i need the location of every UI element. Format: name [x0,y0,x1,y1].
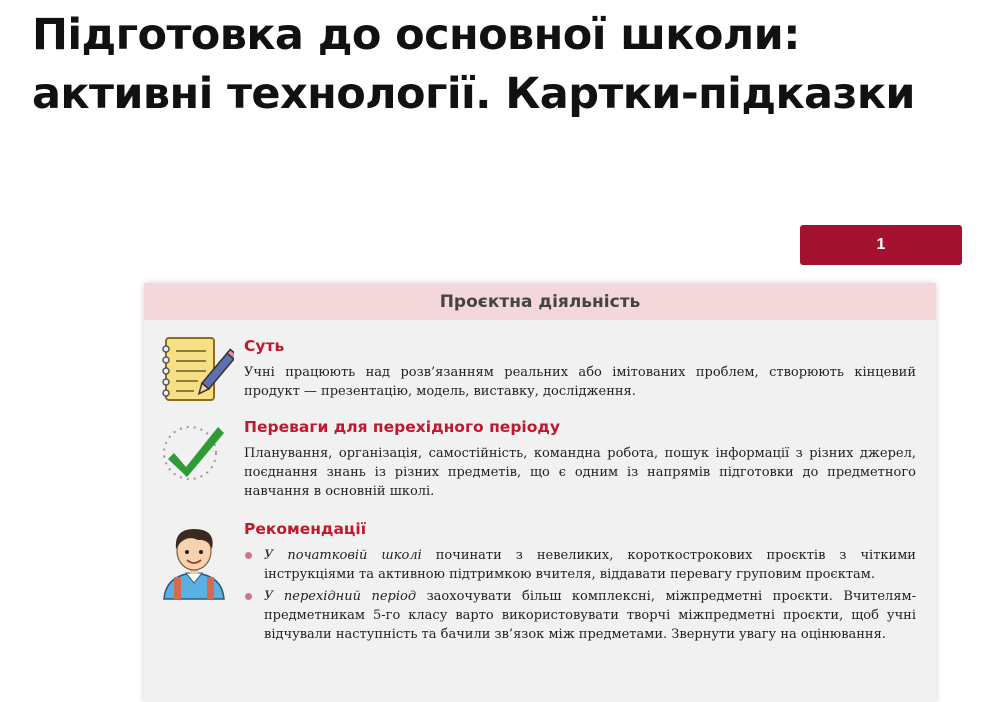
list-item-text: починати з невеликих, короткострокових проєктів з чіткими інструкціями та активною підтримкою вчителя, віддавати перевагу груповим проєктам. [264,548,916,582]
list-item-emphasis: У початковій школі [264,548,422,563]
section-heading: Суть [244,337,285,355]
section-recommendations [144,519,936,699]
student-avatar-icon [158,521,234,605]
recommendations-list [264,546,916,647]
checkmark-icon [158,417,234,491]
list-item-text: заохочувати більш комплексні, міжпредметні проєкти. Вчителям-предметникам 5-го класу варто використовувати творчі міжпредметні проєкти, щоб учні відчували наступність та бачили зв’язок між предметами. Звернути увагу на оцінювання. [264,589,917,642]
slide-number: 1 [876,236,886,253]
card-header-title: Проєктна діяльність [439,291,641,312]
section-heading: Переваги для перехідного періоду [244,418,560,436]
bullet-icon [245,593,252,600]
bullet-icon [245,552,252,559]
section-advantages [144,417,936,509]
slide-card [144,283,936,702]
section-heading: Рекомендації [244,520,367,538]
page-title [32,6,972,124]
card-header [144,283,936,320]
list-item [264,546,916,584]
section-text: Учні працюють над розв’язанням реальних або імітованих проблем, створюють кінцевий продукт — презентацію, модель, виставку, дослідження. [244,365,916,399]
notepad-pencil-icon [158,335,234,409]
slide-number-badge[interactable] [800,225,962,265]
list-item [264,587,916,644]
section-text: Планування, організація, самостійність, командна робота, пошук інформації з різних джерел, поєднання знань із різних предметів, що є одним із напрямів підготовки до предметного навчання в основній школі. [244,446,916,499]
section-essence [144,335,936,405]
page-title-line2: активні технології. Картки-підказки [32,69,915,119]
list-item-emphasis: У перехідний період [264,589,417,604]
page-title-line1: Підготовка до основної школи: [32,10,800,60]
